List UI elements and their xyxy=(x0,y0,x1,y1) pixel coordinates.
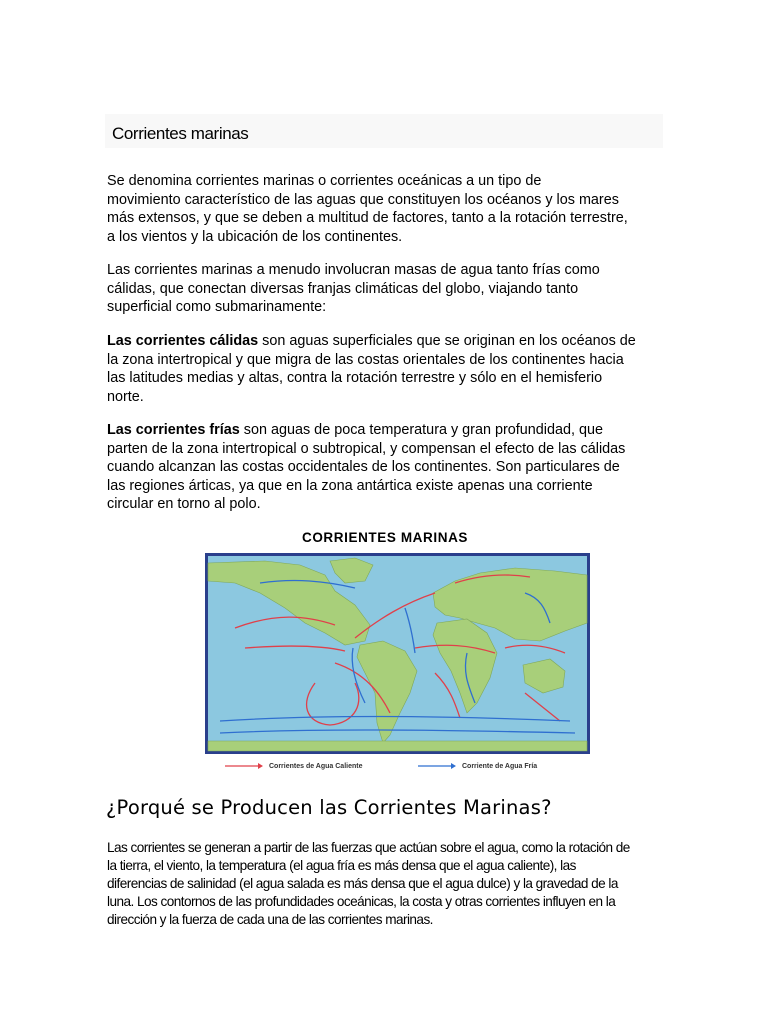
paragraph-cold-currents: Las corrientes frías son aguas de poca temperatura y gran profundidad, que parten de la zona intertropical o subtropical, y compensan el efecto de las cálidas cuando alcanzan las costas occidentales de los continentes. Son particulares de las regiones árticas, ya que en la zona antártica existe apenas una corriente circular en torno al polo. xyxy=(107,422,626,512)
map-title: CORRIENTES MARINAS xyxy=(301,530,469,545)
paragraph-masses: Las corrientes marinas a menudo involucran masas de agua tanto frías como cálidas, que conectan diversas franjas climáticas del globo, viajando tanto superficial como submarinamente: xyxy=(107,262,600,315)
cold-arrow-icon xyxy=(418,763,456,769)
cold-currents-term: Las corrientes frías xyxy=(107,422,240,438)
paragraph-warm-currents: Las corrientes cálidas son aguas superficiales que se originan en los océanos de la zona intertropical y que migra de las costas orientales de los continentes hacia las latitudes medias y altas, contra la rotación terrestre y sólo en el hemisferio norte. xyxy=(107,333,636,405)
paragraph-why: Las corrientes se generan a partir de las fuerzas que actúan sobre el agua, como la rotación de la tierra, el viento, la temperatura (el agua fría es más densa que el agua caliente), las diferencias de salinidad (el agua salada es más densa que el agua dulce) y la gravedad de la luna. Los contornos de las profundidades oceánicas, la costa y otras corrientes influyen en la dirección y la fuerza de cada una de las corrientes marinas. xyxy=(107,840,630,927)
warm-arrow-icon xyxy=(225,763,263,769)
warm-currents-term: Las corrientes cálidas xyxy=(107,333,259,349)
world-map-illustration xyxy=(205,553,590,754)
legend-warm: Corrientes de Agua Caliente xyxy=(225,763,363,770)
section-heading-why: ¿Porqué se Producen las Corrientes Marinas? xyxy=(106,796,552,819)
ocean-currents-map xyxy=(205,553,590,754)
paragraph-definition: Se denomina corrientes marinas o corrientes oceánicas a un tipo de movimiento característico de las aguas que constituyen los océanos y los mares más extensos, y que se deben a multitud de factores, tanto a la rotación terrestre, a los vientos y la ubicación de los continentes. xyxy=(107,173,628,245)
legend-cold: Corriente de Agua Fría xyxy=(418,763,537,770)
section-title: Corrientes marinas xyxy=(105,114,663,148)
